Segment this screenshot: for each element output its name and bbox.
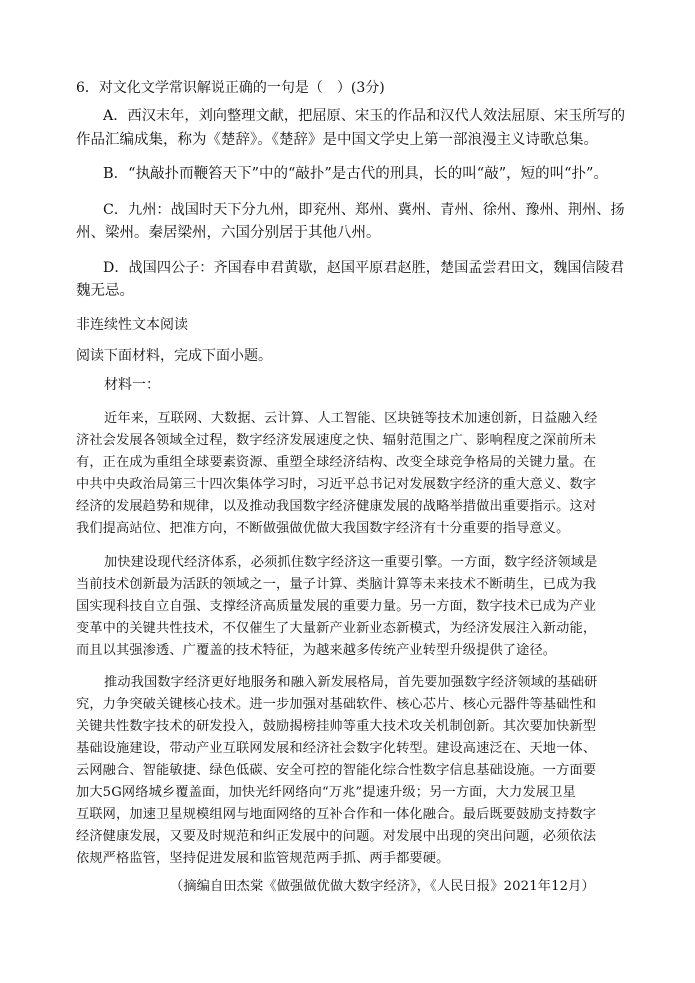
paragraph-3-line-9: 依规严格监管，坚持促进发展和监管规范两手抓、两手都要硬。: [76, 851, 450, 866]
paragraph-3-line-7: 互联网，加速卫星规模组网与地面网络的互补合作和一体化融合。最后既要鼓励支持数字: [76, 807, 597, 822]
material-label: 材料一：: [104, 377, 160, 393]
paragraph-3-line-3: 关键共性数字技术的研发投入，鼓励揭榜挂帅等重大技术攻关机制创新。其次要加快新型: [76, 719, 597, 734]
paragraph-3-line-1: 推动我国数字经济更好地服务和融入新发展格局，首先要加强数字经济领域的基础研: [104, 675, 598, 690]
option-d-line-2: 魏无忌。: [76, 283, 134, 299]
paragraph-2-line-3: 国实现科技自立自强、支撑经济高质量发展的重要力量。另一方面，数字技术已成为产业: [76, 599, 597, 614]
paragraph-1-line-2: 济社会发展各领域全过程，数字经济发展速度之快、辐射范围之广、影响程度之深前所未: [76, 433, 597, 448]
paragraph-2-line-2: 当前技术创新最为活跃的领域之一，量子计算、类脑计算等未来技术不断萌生，已成为我: [76, 577, 597, 592]
option-c-line-1: C．九州：战国时天下分九州，即兖州、郑州、冀州、青州、徐州、豫州、荆州、扬: [103, 202, 625, 218]
option-b-line-1: B．“执敲扑而鞭笞天下”中的“敲扑”是古代的刑具，长的叫“敲”，短的叫“扑”。: [103, 166, 608, 182]
paragraph-2-line-5: 而且以其强渗透、广覆盖的技术特征，为越来越多传统产业转型升级提供了途径。: [76, 643, 557, 658]
paragraph-1-line-5: 经济的发展趋势和规律，以及推动我国数字经济健康发展的战略举措做出重要指示。这对: [76, 499, 597, 514]
source-citation: （摘编自田杰棠《做强做优做大数字经济》，《人民日报》2021年12月）: [170, 879, 595, 894]
paragraph-3-line-6: 加大5G网络城乡覆盖面，加快光纤网络向“万兆”提速升级；另一方面，大力发展卫星: [76, 785, 576, 800]
question-stem: 6．对文化文学常识解说正确的一句是（ ）(3分): [76, 80, 385, 96]
option-d-line-1: D．战国四公子：齐国春申君黄歇，赵国平原君赵胜，楚国孟尝君田文，魏国信陵君: [103, 260, 624, 276]
paragraph-1-line-1: 近年来，互联网、大数据、云计算、人工智能、区块链等技术加速创新，日益融入经: [104, 411, 598, 426]
paragraph-3-line-4: 基础设施建设，带动产业互联网发展和经济社会数字化转型。建设高速泛在、天地一体、: [76, 741, 597, 756]
option-c-line-2: 州、梁州。秦居梁州，六国分别居于其他八州。: [76, 225, 381, 241]
paragraph-2-line-4: 变革中的关键共性技术，不仅催生了大量新产业新业态新模式，为经济发展注入新动能，: [76, 621, 597, 636]
paragraph-3-line-8: 经济健康发展，又要及时规范和纠正发展中的问题。对发展中出现的突出问题，必须依法: [76, 829, 597, 844]
paragraph-1-line-3: 有，正在成为重组全球要素资源、重塑全球经济结构、改变全球竞争格局的关键力量。在: [76, 455, 597, 470]
paragraph-3-line-2: 究，力争突破关键核心技术。进一步加强对基础软件、核心芯片、核心元器件等基础性和: [76, 697, 597, 712]
option-a-line-1: A．西汉末年，刘向整理文献，把屈原、宋玉的作品和汉代人效法屈原、宋玉所写的: [103, 108, 626, 124]
paragraph-3-line-5: 云网融合、智能敏捷、绿色低碳、安全可控的智能化综合性数字信息基础设施。一方面要: [76, 763, 597, 778]
option-a-line-2: 作品汇编成集，称为《楚辞》。《楚辞》是中国文学史上第一部浪漫主义诗歌总集。: [76, 132, 598, 148]
paragraph-1-line-4: 中共中央政治局第三十四次集体学习时，习近平总书记对发展数字经济的重大意义、数字: [76, 477, 597, 492]
section-title: 非连续性文本阅读: [76, 317, 188, 333]
paragraph-1-line-6: 我们提高站位、把准方向，不断做强做优做大我国数字经济有十分重要的指导意义。: [76, 521, 570, 536]
section-instruction: 阅读下面材料，完成下面小题。: [76, 348, 272, 364]
paragraph-2-line-1: 加快建设现代经济体系，必须抓住数字经济这一重要引擎。一方面，数字经济领域是: [104, 555, 598, 570]
